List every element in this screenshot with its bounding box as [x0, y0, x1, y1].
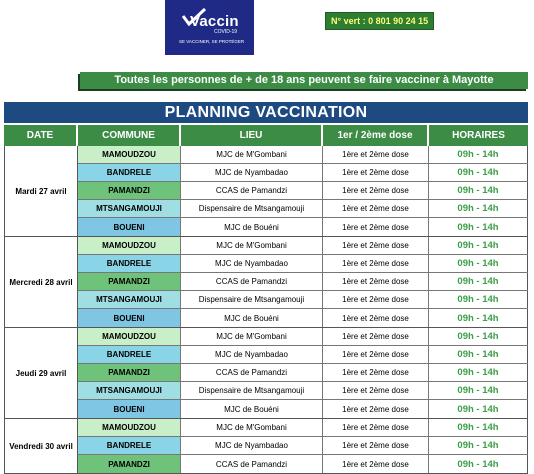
- table-body: [4, 146, 528, 474]
- lieu-cell: Dispensaire de Mtsangamouji: [181, 382, 323, 399]
- table-title: PLANNING VACCINATION: [4, 102, 528, 123]
- commune-cell: PAMANDZI: [78, 182, 181, 199]
- dose-cell: 1ère et 2ème dose: [323, 400, 429, 418]
- commune-cell: MAMOUDZOU: [78, 146, 181, 163]
- horaires-cell: 09h - 14h: [429, 273, 528, 290]
- header-lieu: LIEU: [181, 125, 323, 146]
- table-row: [78, 146, 528, 164]
- horaires-cell: 09h - 14h: [429, 382, 528, 399]
- logo-brand: Vaccin: [190, 13, 239, 30]
- lieu-cell: MJC de Nyambadao: [181, 255, 323, 272]
- commune-cell: PAMANDZI: [78, 455, 181, 473]
- dose-cell: 1ère et 2ème dose: [323, 255, 429, 272]
- table-row: [78, 419, 528, 437]
- day-group: [4, 328, 528, 419]
- commune-cell: MTSANGAMOUJI: [78, 291, 181, 308]
- table-row: [78, 346, 528, 364]
- table-row: [78, 437, 528, 455]
- dose-cell: 1ère et 2ème dose: [323, 164, 429, 181]
- horaires-cell: 09h - 14h: [429, 218, 528, 236]
- lieu-cell: Dispensaire de Mtsangamouji: [181, 291, 323, 308]
- vaccination-planning-table: [4, 102, 528, 474]
- dose-cell: 1ère et 2ème dose: [323, 419, 429, 436]
- lieu-cell: MJC de Bouéni: [181, 400, 323, 418]
- header-dose: 1er / 2ème dose: [323, 125, 429, 146]
- lieu-cell: MJC de M'Gombani: [181, 419, 323, 436]
- commune-cell: MAMOUDZOU: [78, 419, 181, 436]
- lieu-cell: CCAS de Pamandzi: [181, 364, 323, 381]
- commune-cell: BOUENI: [78, 218, 181, 236]
- day-group: [4, 237, 528, 328]
- lieu-cell: CCAS de Pamandzi: [181, 273, 323, 290]
- lieu-cell: CCAS de Pamandzi: [181, 182, 323, 199]
- dose-cell: 1ère et 2ème dose: [323, 309, 429, 327]
- eligibility-banner: Toutes les personnes de + de 18 ans peuvent se faire vacciner à Mayotte: [80, 72, 528, 89]
- dose-cell: 1ère et 2ème dose: [323, 364, 429, 381]
- commune-cell: MAMOUDZOU: [78, 328, 181, 345]
- horaires-cell: 09h - 14h: [429, 146, 528, 163]
- commune-cell: MAMOUDZOU: [78, 237, 181, 254]
- dose-cell: 1ère et 2ème dose: [323, 146, 429, 163]
- dose-cell: 1ère et 2ème dose: [323, 200, 429, 217]
- lieu-cell: CCAS de Pamandzi: [181, 455, 323, 473]
- table-row: [78, 382, 528, 400]
- dose-cell: 1ère et 2ème dose: [323, 218, 429, 236]
- table-row: [78, 200, 528, 218]
- date-cell: Jeudi 29 avril: [4, 328, 78, 418]
- horaires-cell: 09h - 14h: [429, 291, 528, 308]
- horaires-cell: 09h - 14h: [429, 200, 528, 217]
- lieu-cell: MJC de Nyambadao: [181, 164, 323, 181]
- horaires-cell: 09h - 14h: [429, 255, 528, 272]
- table-row: [78, 455, 528, 473]
- horaires-cell: 09h - 14h: [429, 346, 528, 363]
- date-cell: Vendredi 30 avril: [4, 419, 78, 473]
- table-header-row: [4, 123, 528, 146]
- horaires-cell: 09h - 14h: [429, 364, 528, 381]
- dose-cell: 1ère et 2ème dose: [323, 328, 429, 345]
- hotline-badge: N° vert : 0 801 90 24 15: [325, 12, 434, 30]
- commune-cell: BANDRELE: [78, 255, 181, 272]
- horaires-cell: 09h - 14h: [429, 437, 528, 454]
- horaires-cell: 09h - 14h: [429, 237, 528, 254]
- day-group: [4, 146, 528, 237]
- date-cell: Mercredi 28 avril: [4, 237, 78, 327]
- dose-cell: 1ère et 2ème dose: [323, 182, 429, 199]
- lieu-cell: MJC de Nyambadao: [181, 346, 323, 363]
- table-row: [78, 218, 528, 236]
- table-row: [78, 291, 528, 309]
- table-row: [78, 237, 528, 255]
- lieu-cell: MJC de M'Gombani: [181, 146, 323, 163]
- lieu-cell: Dispensaire de Mtsangamouji: [181, 200, 323, 217]
- vaccin-logo: [165, 0, 254, 55]
- horaires-cell: 09h - 14h: [429, 419, 528, 436]
- commune-cell: PAMANDZI: [78, 364, 181, 381]
- dose-cell: 1ère et 2ème dose: [323, 437, 429, 454]
- logo-subtitle: COVID-19: [214, 29, 238, 35]
- horaires-cell: 09h - 14h: [429, 182, 528, 199]
- day-group: [4, 419, 528, 474]
- commune-cell: BANDRELE: [78, 437, 181, 454]
- table-row: [78, 309, 528, 327]
- lieu-cell: MJC de Bouéni: [181, 218, 323, 236]
- dose-cell: 1ère et 2ème dose: [323, 346, 429, 363]
- commune-cell: PAMANDZI: [78, 273, 181, 290]
- commune-cell: MTSANGAMOUJI: [78, 200, 181, 217]
- horaires-cell: 09h - 14h: [429, 328, 528, 345]
- table-row: [78, 164, 528, 182]
- logo-tagline: SE VACCINER, SE PROTÉGER: [179, 39, 245, 44]
- table-row: [78, 328, 528, 346]
- table-row: [78, 273, 528, 291]
- horaires-cell: 09h - 14h: [429, 309, 528, 327]
- dose-cell: 1ère et 2ème dose: [323, 273, 429, 290]
- horaires-cell: 09h - 14h: [429, 455, 528, 473]
- header-date: DATE: [4, 125, 78, 146]
- horaires-cell: 09h - 14h: [429, 164, 528, 181]
- commune-cell: BOUENI: [78, 309, 181, 327]
- dose-cell: 1ère et 2ème dose: [323, 237, 429, 254]
- lieu-cell: MJC de Nyambadao: [181, 437, 323, 454]
- lieu-cell: MJC de M'Gombani: [181, 328, 323, 345]
- lieu-cell: MJC de M'Gombani: [181, 237, 323, 254]
- table-row: [78, 400, 528, 418]
- dose-cell: 1ère et 2ème dose: [323, 382, 429, 399]
- commune-cell: BANDRELE: [78, 164, 181, 181]
- header-horaires: HORAIRES: [452, 130, 505, 141]
- table-row: [78, 255, 528, 273]
- commune-cell: MTSANGAMOUJI: [78, 382, 181, 399]
- table-row: [78, 182, 528, 200]
- commune-cell: BANDRELE: [78, 346, 181, 363]
- table-row: [78, 364, 528, 382]
- header-commune: COMMUNE: [78, 125, 181, 146]
- commune-cell: BOUENI: [78, 400, 181, 418]
- lieu-cell: MJC de Bouéni: [181, 309, 323, 327]
- dose-cell: 1ère et 2ème dose: [323, 455, 429, 473]
- dose-cell: 1ère et 2ème dose: [323, 291, 429, 308]
- date-cell: Mardi 27 avril: [4, 146, 78, 236]
- horaires-cell: 09h - 14h: [429, 400, 528, 418]
